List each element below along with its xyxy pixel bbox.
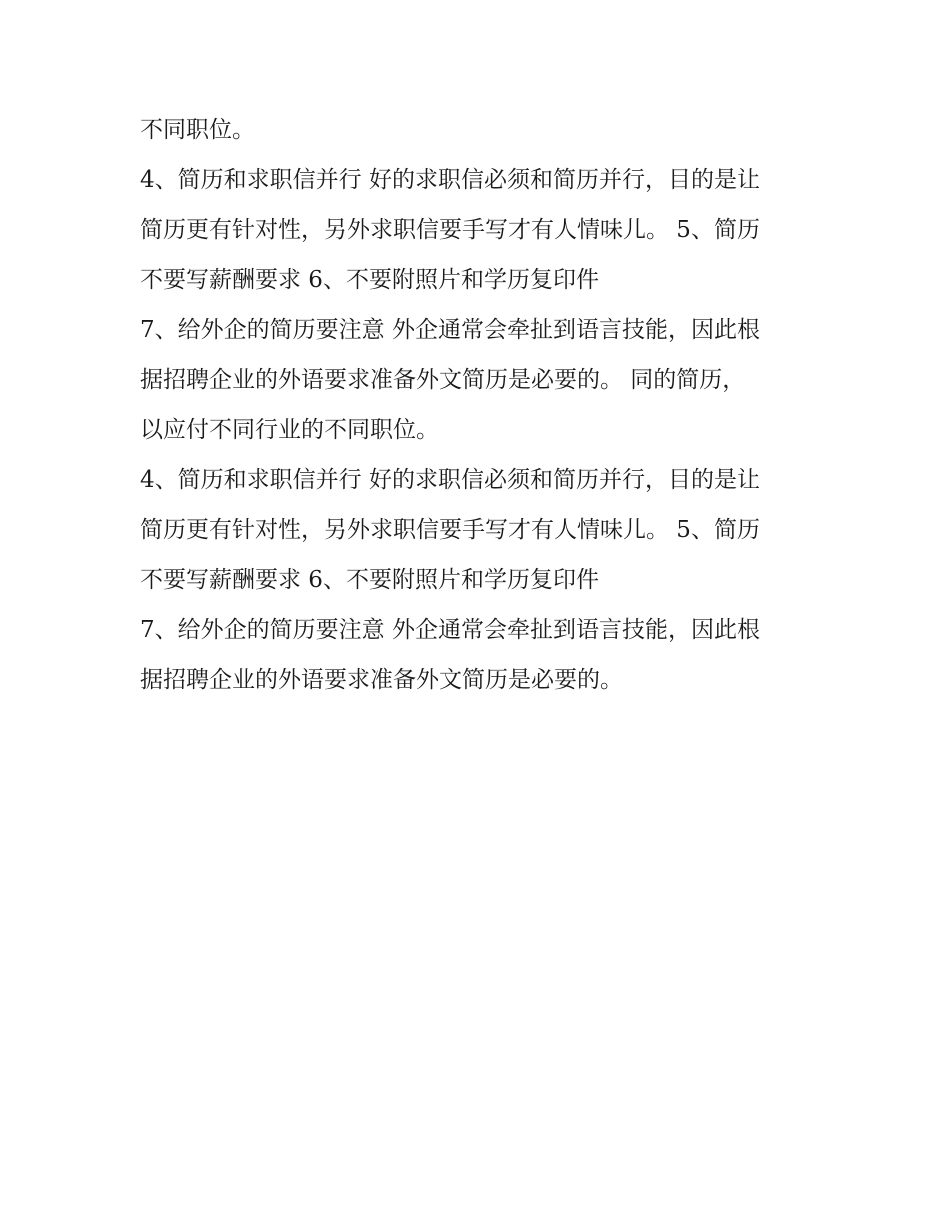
text-line: 以应付不同行业的不同职位。 [140, 417, 439, 443]
text-line: 不要写薪酬要求 6、不要附照片和学历复印件 [140, 267, 599, 293]
text-line: 据招聘企业的外语要求准备外文简历是必要的。 [140, 667, 623, 693]
text-line: 7、给外企的简历要注意 外企通常会牵扯到语言技能，因此根 [140, 617, 760, 643]
text-line: 简历更有针对性，另外求职信要手写才有人情味儿。 5、简历 [140, 517, 760, 543]
text-line: 7、给外企的简历要注意 外企通常会牵扯到语言技能，因此根 [140, 317, 760, 343]
text-line: 4、简历和求职信并行 好的求职信必须和简历并行，目的是让 [140, 467, 760, 493]
text-line: 简历更有针对性，另外求职信要手写才有人情味儿。 5、简历 [140, 217, 760, 243]
text-line: 4、简历和求职信并行 好的求职信必须和简历并行，目的是让 [140, 167, 760, 193]
text-line: 据招聘企业的外语要求准备外文简历是必要的。 同的简历， [140, 367, 746, 393]
document-body [140, 105, 810, 705]
text-line: 不要写薪酬要求 6、不要附照片和学历复印件 [140, 567, 599, 593]
text-line: 不同职位。 [140, 117, 255, 143]
